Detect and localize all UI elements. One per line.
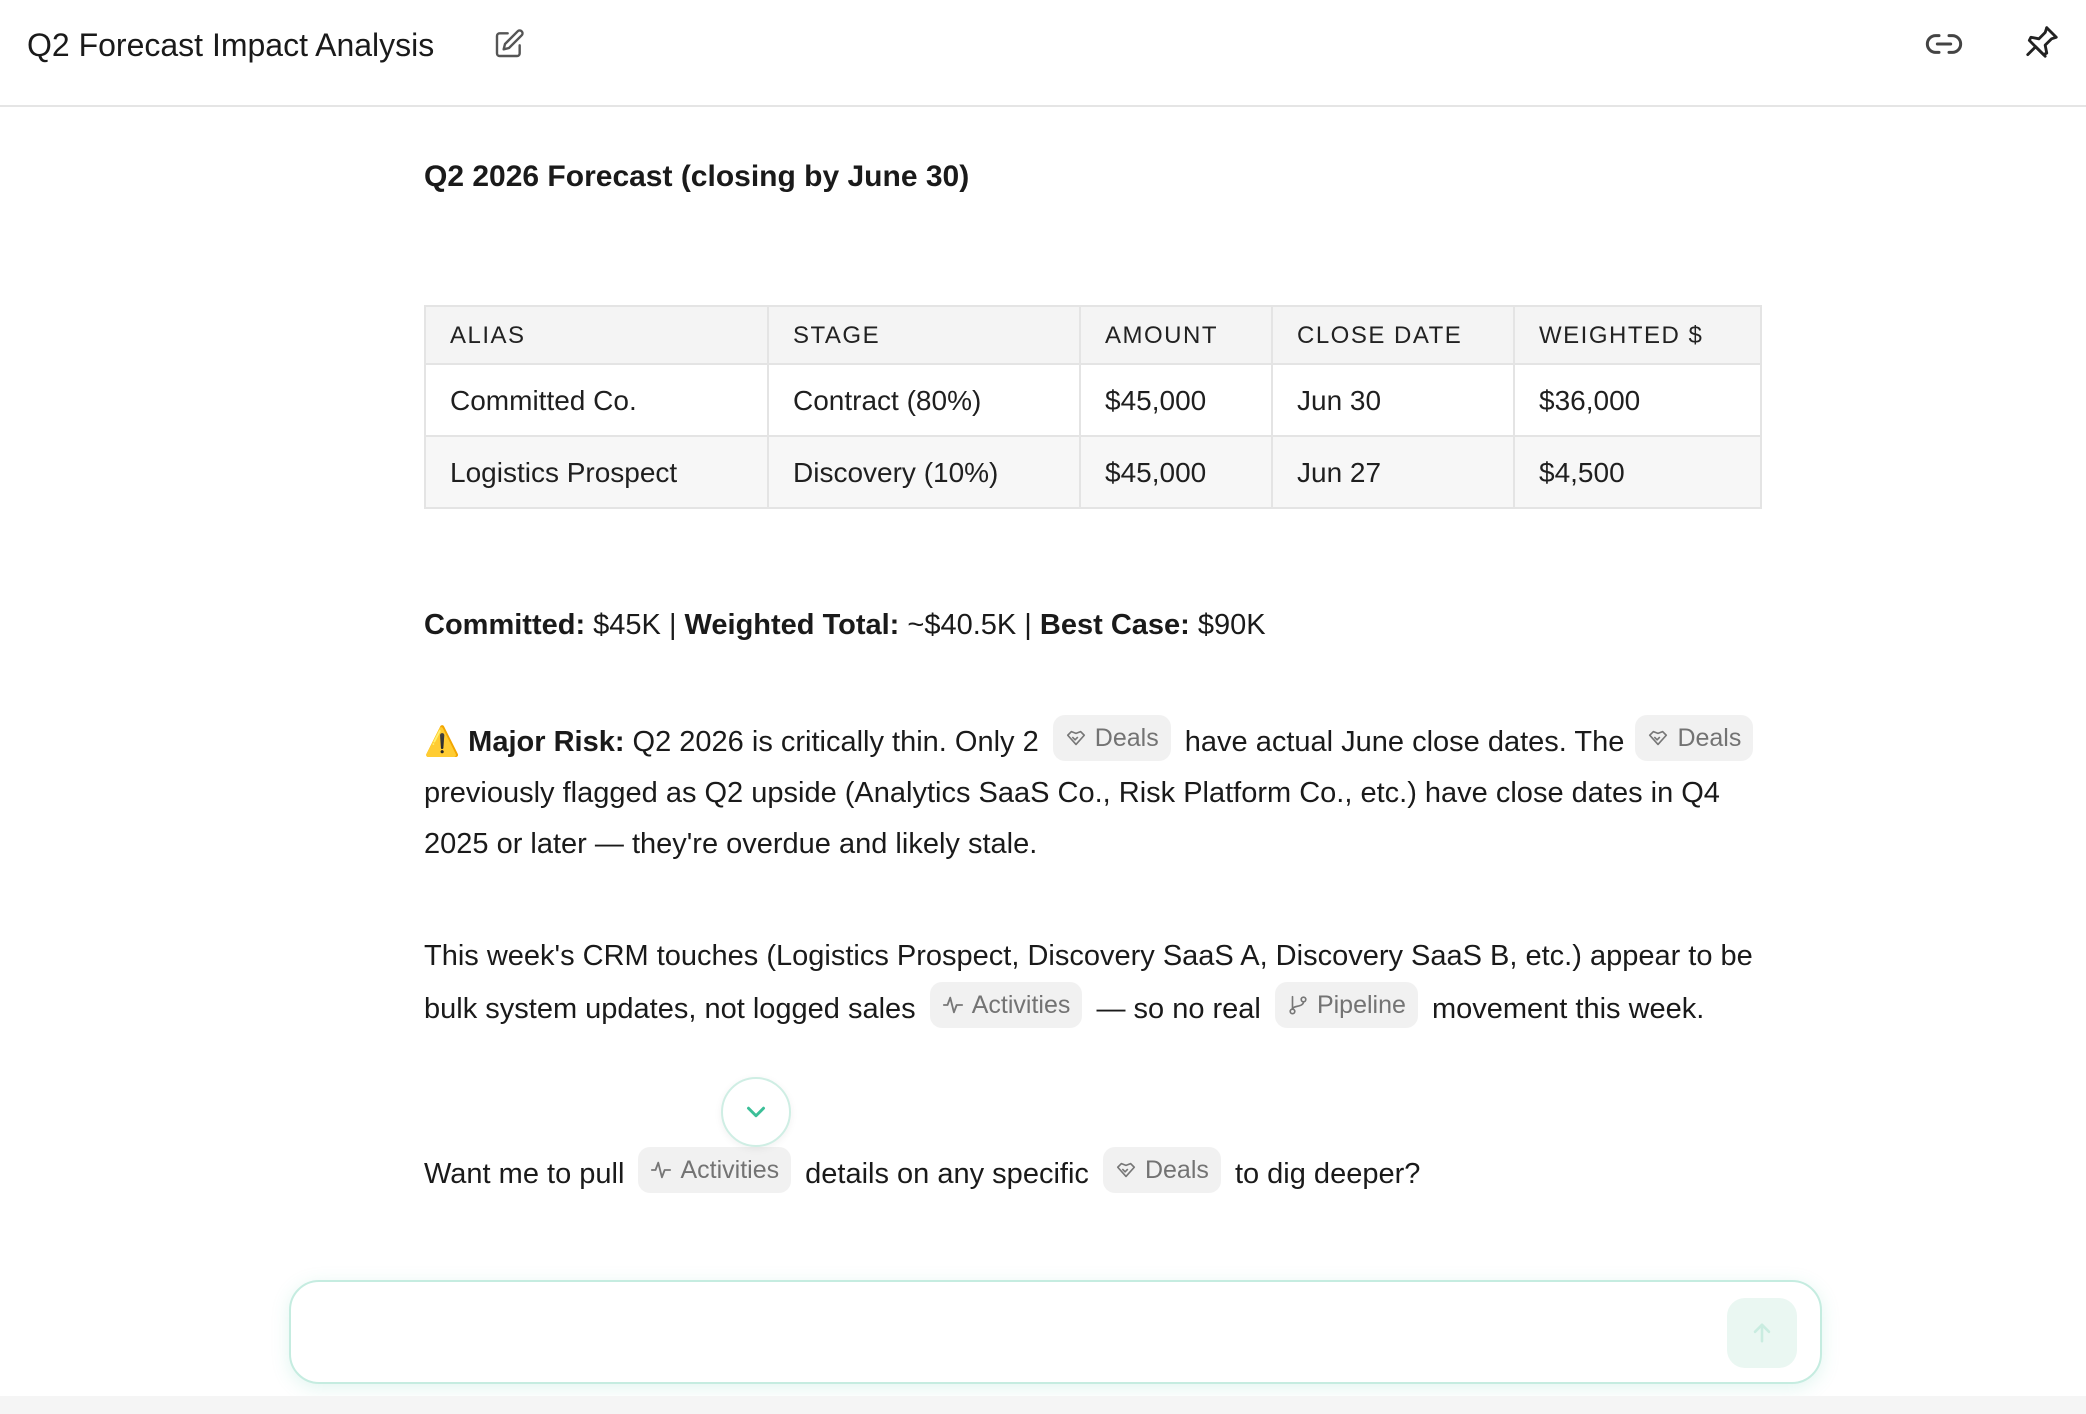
chip-label: Activities: [680, 1156, 780, 1184]
column-header-alias: ALIAS: [425, 306, 768, 364]
table-cell: Discovery (10%): [768, 436, 1080, 508]
table-cell: Committed Co.: [425, 364, 768, 436]
follow-up-text: details on any specific: [805, 1158, 1089, 1190]
forecast-heading: Q2 2026 Forecast (closing by June 30): [424, 160, 970, 193]
risk-text: have actual June close dates. The: [1184, 726, 1625, 758]
table-cell: $4,500: [1514, 436, 1761, 508]
link-icon: [1924, 24, 1964, 64]
table-cell: $36,000: [1514, 364, 1761, 436]
column-header-close-date: CLOSE DATE: [1272, 306, 1514, 364]
table-cell: Jun 27: [1272, 436, 1514, 508]
column-header-weighted: WEIGHTED $: [1514, 306, 1761, 364]
follow-up-text: to dig deeper?: [1234, 1158, 1421, 1190]
chip-label: Pipeline: [1316, 991, 1406, 1019]
risk-label: Major Risk:: [468, 726, 625, 758]
chip-label: Deals: [1677, 724, 1742, 752]
chip-label: Activities: [971, 991, 1071, 1019]
best-case-label: Best Case:: [1039, 609, 1190, 641]
forecast-table: [424, 305, 1760, 509]
send-button[interactable]: [1727, 1298, 1797, 1368]
column-header-stage: STAGE: [768, 306, 1080, 364]
committed-label: Committed:: [424, 609, 586, 641]
deals-chip[interactable]: [1635, 715, 1753, 761]
follow-up-paragraph: [424, 1147, 1764, 1200]
deals-chip[interactable]: [1103, 1147, 1221, 1193]
handshake-icon: [1115, 1159, 1137, 1181]
handshake-icon: [1647, 727, 1669, 749]
warning-icon: ⚠️: [424, 726, 461, 758]
chip-label: Deals: [1094, 724, 1159, 752]
table-header-row: [425, 306, 1761, 364]
follow-up-text: Want me to pull: [424, 1158, 625, 1190]
branch-icon: [1287, 994, 1309, 1016]
pin-icon: [2023, 23, 2061, 61]
activities-chip[interactable]: [930, 982, 1083, 1028]
table-row: [425, 364, 1761, 436]
scroll-to-bottom-button[interactable]: [721, 1077, 791, 1147]
edit-title-button[interactable]: [483, 18, 535, 70]
activities-chip[interactable]: [638, 1147, 791, 1193]
bottom-edge: [0, 1396, 2086, 1414]
table-cell: Logistics Prospect: [425, 436, 768, 508]
weighted-value: ~$40.5K |: [899, 609, 1040, 641]
committed-value: $45K |: [585, 609, 685, 641]
activity-icon: [650, 1159, 672, 1181]
arrow-up-icon: [1748, 1319, 1776, 1347]
activity-icon: [942, 994, 964, 1016]
crm-text: movement this week.: [1431, 993, 1705, 1025]
handshake-icon: [1065, 727, 1087, 749]
table-cell: $45,000: [1080, 436, 1272, 508]
table-cell: Contract (80%): [768, 364, 1080, 436]
table-cell: $45,000: [1080, 364, 1272, 436]
crm-text: This week's CRM touches (Logistics Prospect, Discovery SaaS A, Discovery SaaS B, etc.) appear to be bulk system updates, not logged sales: [424, 940, 1753, 1025]
table-row: [425, 436, 1761, 508]
crm-text: — so no real: [1096, 993, 1261, 1025]
pin-button[interactable]: [2016, 16, 2068, 68]
weighted-label: Weighted Total:: [684, 609, 900, 641]
deals-chip[interactable]: [1053, 715, 1171, 761]
message-input[interactable]: [321, 1310, 1701, 1356]
message-composer: [289, 1280, 1822, 1384]
risk-paragraph: [424, 715, 1764, 870]
risk-text: Q2 2026 is critically thin. Only 2: [624, 726, 1039, 758]
pipeline-chip[interactable]: [1275, 982, 1418, 1028]
copy-link-button[interactable]: [1918, 18, 1970, 70]
edit-icon: [493, 28, 525, 60]
chevron-down-icon: [741, 1097, 771, 1127]
best-case-value: $90K: [1189, 609, 1266, 641]
crm-paragraph: [424, 931, 1764, 1035]
forecast-summary: [424, 600, 1764, 651]
column-header-amount: AMOUNT: [1080, 306, 1272, 364]
top-bar: [0, 0, 2086, 107]
conversation-title: Q2 Forecast Impact Analysis: [27, 27, 435, 63]
chip-label: Deals: [1144, 1156, 1209, 1184]
risk-text: previously flagged as Q2 upside (Analytics SaaS Co., Risk Platform Co., etc.) have close dates in Q4 2025 or later — they're overdue and likely stale.: [424, 777, 1720, 860]
table-cell: Jun 30: [1272, 364, 1514, 436]
